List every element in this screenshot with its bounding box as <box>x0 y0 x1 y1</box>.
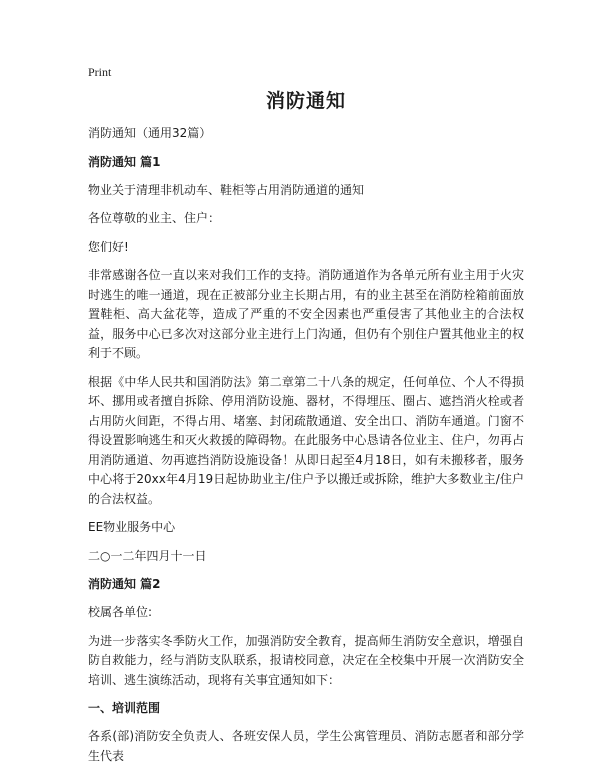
print-link[interactable]: Print <box>88 65 112 79</box>
body-paragraph: 非常感谢各位一直以来对我们工作的支持。消防通道作为各单元所有业主用于火灾时逃生的唯一通道，现在正被部分业主长期占用，有的业主甚至在消防栓箱前面放置鞋柜、高大盆花等，造成了严重的不安全因素也严重侵害了其他业主的合法权益，服务中心已多次对这部分业主进行上门沟通，但仍有个别住户置其他业主的权利于不顾。 <box>88 268 524 360</box>
salutation: 各位尊敬的业主、住户： <box>88 211 221 225</box>
body-paragraph: 各系(部)消防安全负责人、各班安保人员，学生公寓管理员、消防志愿者和部分学生代表 <box>88 729 524 763</box>
document-subtitle: 消防通知（通用32篇） <box>88 126 212 140</box>
signature: EE物业服务中心 <box>88 520 176 534</box>
section-heading-1: 消防通知 篇1 <box>88 154 161 169</box>
date: 二○一二年四月十一日 <box>88 548 207 563</box>
salutation: 校属各单位: <box>88 605 153 619</box>
page-title: 消防通知 <box>265 90 346 112</box>
document-page <box>88 64 524 775</box>
notice-title: 物业关于清理非机动车、鞋柜等占用消防通道的通知 <box>88 182 365 197</box>
body-paragraph: 为进一步落实冬季防火工作，加强消防安全教育，提高师生消防安全意识，增强自防自救能力，经与消防支队联系，报请校同意，决定在全校集中开展一次消防安全培训、逃生演练活动，现将有关事宜通知如下： <box>88 633 524 687</box>
body-paragraph: 根据《中华人民共和国消防法》第二章第二十八条的规定，任何单位、个人不得损坏、挪用或者擅自拆除、停用消防设施、器材，不得埋压、圈占、遮挡消火栓或者占用防火间距，不得占用、堵塞、封闭疏散通道、安全出口、消防车通道。门窗不得设置影响逃生和灭火救援的障碍物。在此服务中心恳请各位业主、住户，勿再占用消防通道、勿再遮挡消防设施设备！从即日起至4月18日，如有未搬移者，服务中心将于20xx年4月19日起协助业主/住户予以搬迁或拆除，维护大多数业主/住户的合法权益。 <box>88 374 524 506</box>
section-heading-2: 消防通知 篇2 <box>88 577 161 591</box>
subsection-heading: 一、培训范围 <box>88 701 161 715</box>
greeting: 您们好! <box>88 239 129 254</box>
